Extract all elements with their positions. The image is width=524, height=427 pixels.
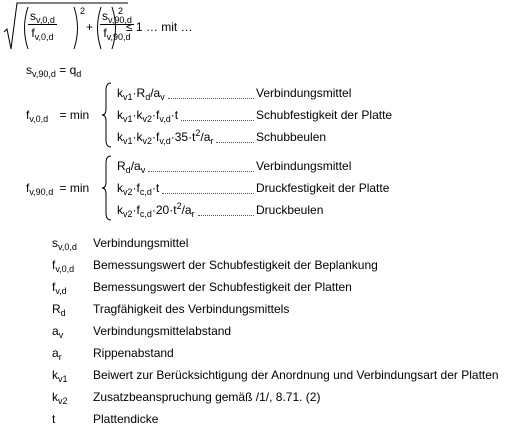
min-operator: = min xyxy=(59,108,90,122)
legend-symbol: $a_v$ xyxy=(52,324,64,340)
f90-case-2-label: Druckfestigkeit der Platte xyxy=(256,181,390,195)
legend-symbol: $k_{v2}$ xyxy=(52,390,68,406)
f0-case-1-leader xyxy=(168,97,254,99)
condition-text: ≤ 1 … mit … xyxy=(126,20,193,34)
legend-description: Beiwert zur Berücksichtigung der Anordnung und Verbindungsart der Platten xyxy=(93,368,499,382)
f0-subscript: v,0,d xyxy=(29,114,49,124)
f90-symbol: f xyxy=(26,181,30,195)
legend-symbol: $k_{v1}$ xyxy=(52,368,68,384)
den1-subscript: v,0,d xyxy=(34,32,54,42)
legend-symbol: $a_r$ xyxy=(52,346,62,362)
f90-case-1-label: Verbindungsmittel xyxy=(256,159,352,173)
num1-subscript: v,0,d xyxy=(36,15,55,25)
qd-symbol: q xyxy=(69,63,77,77)
f0-case-2-leader xyxy=(181,119,254,121)
num2-subscript: v,90,d xyxy=(108,15,132,25)
f90-case-3-label: Druckbeulen xyxy=(256,203,324,217)
den2-symbol: f xyxy=(103,26,107,40)
legend-description: Verbindungsmittel xyxy=(93,236,189,250)
f90-case-1-expression: $R_d/a_v$ xyxy=(117,159,146,175)
legend-symbol: $s_{v,0,d}$ xyxy=(52,236,77,252)
f0-lhs xyxy=(26,108,89,123)
f90-case-3-expression: $k_{v2}\cdot f_{c,d}\cdot 20\cdot t^2/a_r$ xyxy=(117,201,195,219)
num2-symbol: s xyxy=(102,9,108,23)
f0-case-3-label: Schubbeulen xyxy=(256,130,327,144)
den2-subscript: v,90,d xyxy=(106,32,131,42)
fraction-1 xyxy=(28,8,57,41)
f90-subscript: v,90,d xyxy=(29,187,54,197)
f90-case-3-leader xyxy=(198,214,254,216)
f0-case-3-leader xyxy=(216,141,254,143)
f0-case-2-label: Schubfestigkeit der Platte xyxy=(256,108,393,122)
exponent-1: 2 xyxy=(80,6,86,16)
legend-description: Bemessungswert der Schubfestigkeit der Platten xyxy=(93,280,352,294)
legend-description: Rippenabstand xyxy=(93,346,174,360)
f90-brace-icon xyxy=(101,155,113,221)
num1-symbol: s xyxy=(30,9,36,23)
exponent-2: 2 xyxy=(118,6,124,16)
min-operator: = min xyxy=(59,181,90,195)
f0-case-1-label: Verbindungsmittel xyxy=(256,86,352,100)
f90-case-2-expression: $k_{v2}\cdot f_{c,d}\cdot t$ xyxy=(117,181,160,197)
legend-symbol: $f_{v,d}$ xyxy=(52,280,67,296)
qd-subscript: d xyxy=(76,69,82,79)
legend-symbol: $f_{v,0,d}$ xyxy=(52,258,75,274)
s90-subscript: v,90,d xyxy=(32,69,56,79)
legend-description: Plattendicke xyxy=(93,412,159,426)
legend-symbol: $R_d$ xyxy=(52,302,66,318)
f0-case-3-expression: $k_{v1}\cdot k_{v2}\cdot f_{v,d}\cdot 35\cdot t^2/a_r$ xyxy=(117,128,214,146)
s90-equation xyxy=(26,63,81,78)
f0-case-2-expression: $k_{v1}\cdot k_{v2}\cdot f_{v,d}\cdot t$ xyxy=(117,108,179,124)
legend-description: Bemessungswert der Schubfestigkeit der Beplankung xyxy=(93,258,378,272)
f90-lhs xyxy=(26,181,89,196)
f0-brace-icon xyxy=(101,82,113,148)
equals-sign: = xyxy=(59,63,67,77)
f0-case-1-expression: $k_{v1}\cdot R_d/a_v$ xyxy=(117,86,165,102)
s90-symbol: s xyxy=(26,63,32,77)
legend-description: Tragfähigkeit des Verbindungsmittels xyxy=(93,302,290,316)
plus-sign: + xyxy=(86,20,94,34)
legend-description: Zusatzbeanspruchung gemäß /1/, 8.71. (2) xyxy=(93,390,321,404)
legend-symbol: t xyxy=(52,412,56,426)
f0-symbol: f xyxy=(26,108,30,122)
f90-case-1-leader xyxy=(148,170,254,172)
f90-case-2-leader xyxy=(162,192,254,194)
den1-symbol: f xyxy=(31,26,35,40)
legend-description: Verbindungsmittelabstand xyxy=(93,324,232,338)
